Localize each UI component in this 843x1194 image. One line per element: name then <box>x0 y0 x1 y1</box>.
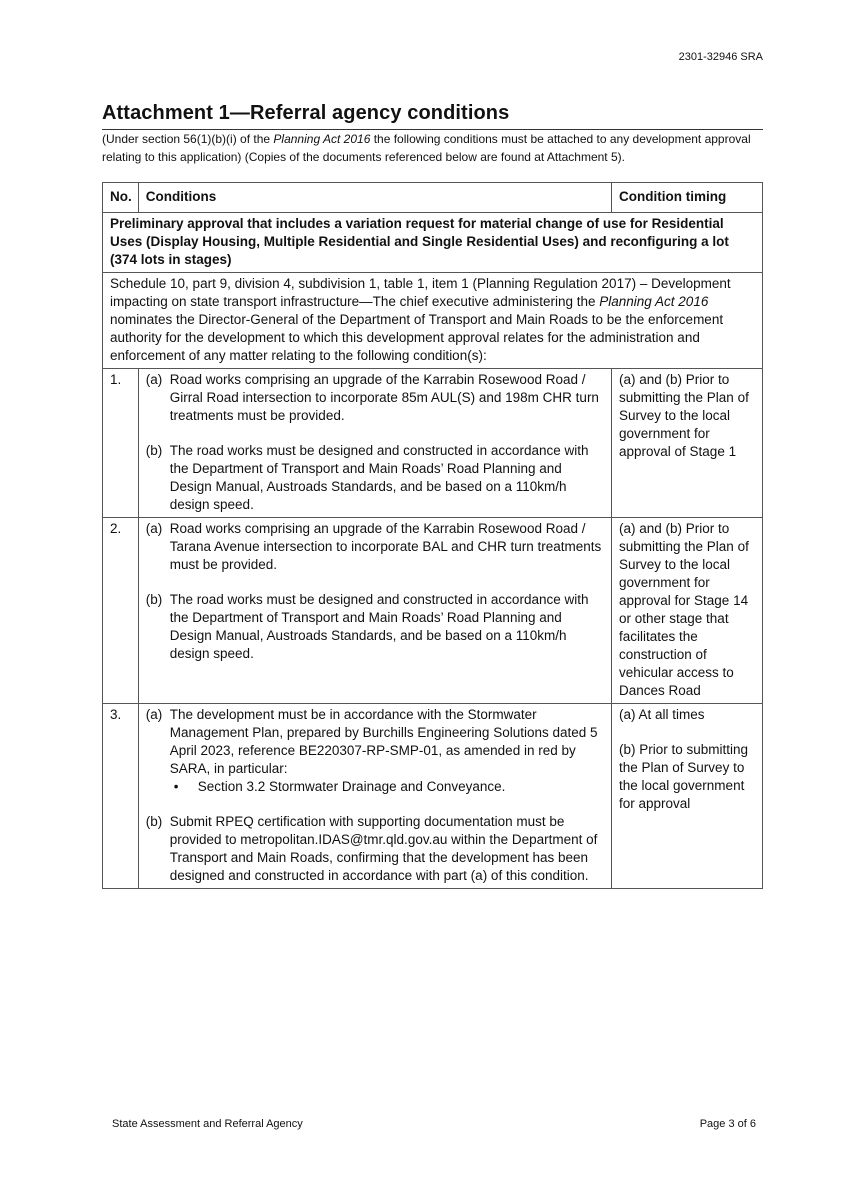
condition-part-a <box>146 371 605 425</box>
part-text: Submit RPEQ certification with supporting documentation must be provided to metropolitan.IDAS@tmr.qld.gov.au within the Department of Transport and Main Roads, confirming that the development has been designed and constructed in accordance with part (a) of this condition. <box>169 814 598 883</box>
table-row <box>103 518 763 704</box>
part-label: (b) <box>145 443 163 458</box>
condition-timing <box>612 704 763 889</box>
condition-timing: (a) and (b) Prior to submitting the Plan of Survey to the local government for approval of Stage 1 <box>612 369 763 518</box>
header-conditions: Conditions <box>138 183 611 213</box>
part-label: (a) <box>145 521 163 536</box>
timing-part-a: (a) At all times <box>619 707 705 722</box>
schedule-text <box>103 273 763 369</box>
section-heading-row <box>103 213 763 273</box>
header-no: No. <box>103 183 139 213</box>
part-text: The road works must be designed and constructed in accordance with the Department of Transport and Main Roads’ Road Planning and Design Manual, Austroads Standards, and be based on a 110km/h design speed. <box>169 592 589 661</box>
condition-text <box>138 704 611 889</box>
part-label: (a) <box>145 372 163 387</box>
condition-part-b <box>146 591 605 663</box>
table-header-row <box>103 183 763 213</box>
bullet-icon: • <box>173 779 179 794</box>
table-row <box>103 704 763 889</box>
part-text: Road works comprising an upgrade of the Karrabin Rosewood Road / Tarana Avenue intersection to incorporate BAL and CHR turn treatments must be provided. <box>169 521 602 572</box>
table-row <box>103 369 763 518</box>
intro-text-pre: (Under section 56(1)(b)(i) of the <box>102 132 274 146</box>
document-reference: 2301-32946 SRA <box>678 51 763 63</box>
section-heading: Preliminary approval that includes a variation request for material change of use for Residential Uses (Display Housing, Multiple Residential and Single Residential Uses) and reconfiguring a lot (374 lots in stages) <box>103 213 763 273</box>
schedule-text-pre: Schedule 10, part 9, division 4, subdivision 1, table 1, item 1 (Planning Regulation 2017) – Development impacting on state transport infrastructure—The chief executive administering the <box>110 276 731 309</box>
condition-text <box>138 518 611 704</box>
part-label: (b) <box>145 592 163 607</box>
footer-page-number: Page 3 of 6 <box>699 1118 756 1130</box>
condition-number: 3. <box>103 704 139 889</box>
intro-act-name: Planning Act 2016 <box>273 132 371 146</box>
intro-paragraph <box>102 130 763 166</box>
conditions-table <box>102 182 763 889</box>
footer-agency: State Assessment and Referral Agency <box>112 1118 303 1130</box>
part-text <box>170 706 605 796</box>
condition-part-a <box>146 520 605 574</box>
condition-text <box>138 369 611 518</box>
schedule-text-post: nominates the Director-General of the Department of Transport and Main Roads to be the enforcement authority for the development to which this development approval relates for the administration and enforcement of any matter relating to the following condition(s): <box>110 312 724 363</box>
condition-number: 1. <box>103 369 139 518</box>
page-title: Attachment 1—Referral agency conditions <box>102 102 510 124</box>
condition-timing: (a) and (b) Prior to submitting the Plan of Survey to the local government for approval for Stage 14 or other stage that facilitates the construction of vehicular access to Dances Road <box>612 518 763 704</box>
intro-text-post: the following conditions must be attached to any development approval relating to this application) (Copies of the documents referenced below are found at Attachment 5). <box>102 132 751 164</box>
part-text-body: The development must be in accordance with the Stormwater Management Plan, prepared by Burchills Engineering Solutions dated 5 April 2023, reference BE220307-RP-SMP-01, as amended in red by SARA, in particular: <box>169 707 598 776</box>
bullet-item <box>170 778 605 796</box>
schedule-row <box>103 273 763 369</box>
part-text: The road works must be designed and constructed in accordance with the Department of Transport and Main Roads’ Road Planning and Design Manual, Austroads Standards, and be based on a 110km/h design speed. <box>169 443 589 512</box>
part-label: (a) <box>145 707 163 722</box>
part-label: (b) <box>145 814 163 829</box>
part-text: Road works comprising an upgrade of the Karrabin Rosewood Road / Girral Road intersection to incorporate 85m AUL(S) and 198m CHR turn treatments must be provided. <box>169 372 599 423</box>
timing-part-b: (b) Prior to submitting the Plan of Survey to the local government for approval <box>619 742 749 811</box>
condition-part-b <box>146 813 605 885</box>
schedule-act-name: Planning Act 2016 <box>599 294 709 309</box>
condition-part-a <box>146 706 605 796</box>
bullet-text: Section 3.2 Stormwater Drainage and Conveyance. <box>197 779 506 794</box>
condition-part-b <box>146 442 605 514</box>
condition-number: 2. <box>103 518 139 704</box>
header-timing: Condition timing <box>612 183 763 213</box>
